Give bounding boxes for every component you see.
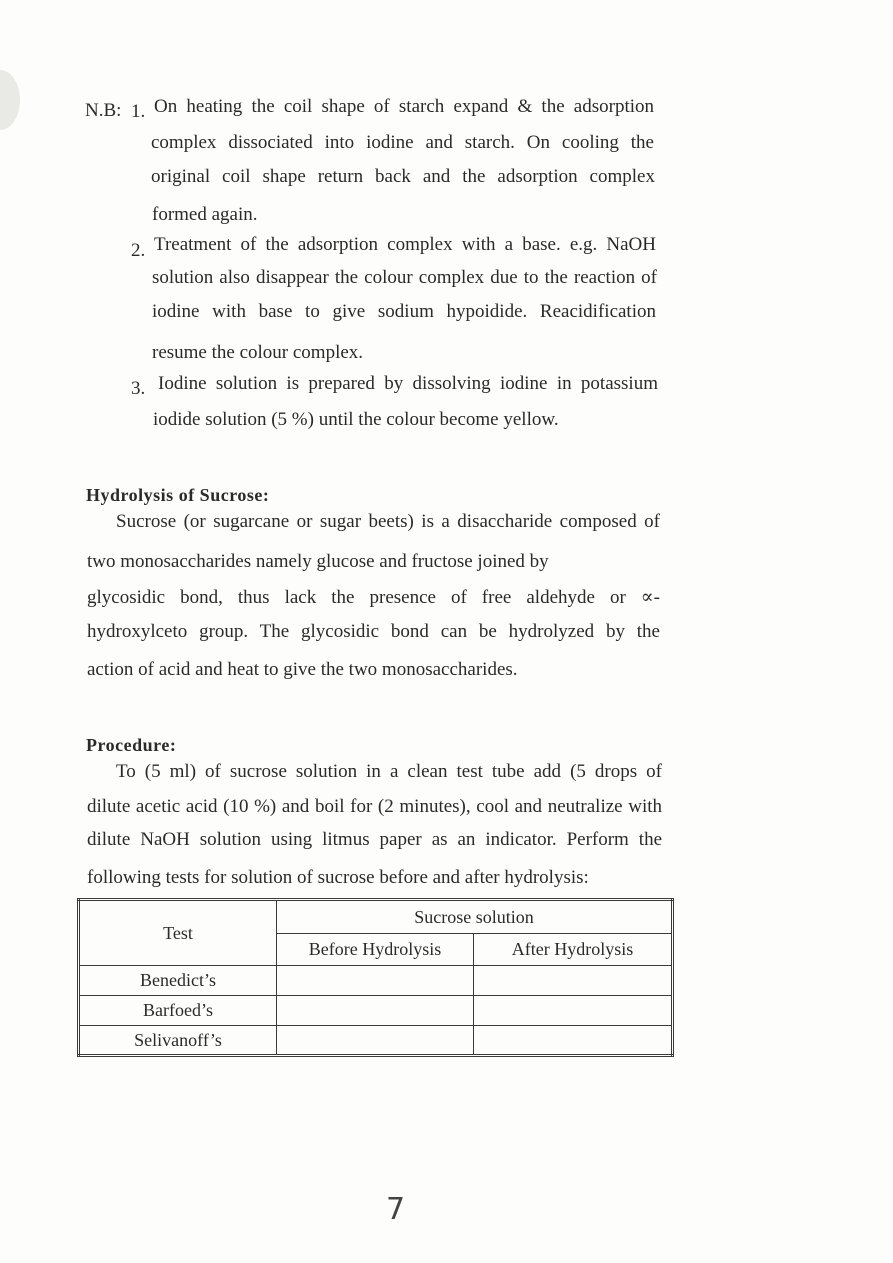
procedure-line-1: To (5 ml) of sucrose solution in a clean test tube add (5 drops of bbox=[116, 761, 662, 782]
before-header-cell: Before Hydrolysis bbox=[277, 934, 474, 966]
hydrolysis-line-4: hydroxylceto group. The glycosidic bond can be hydrolyzed by the bbox=[87, 621, 660, 642]
after-cell bbox=[474, 966, 673, 996]
after-header-cell: After Hydrolysis bbox=[474, 934, 673, 966]
table-header-row-1 bbox=[79, 900, 673, 934]
hydrolysis-line-2: two monosaccharides namely glucose and fructose joined by bbox=[87, 551, 549, 572]
hydrolysis-line-3: glycosidic bond, thus lack the presence of free aldehyde or ∝- bbox=[87, 587, 660, 608]
test-cell: Selivanoff’s bbox=[79, 1026, 277, 1056]
nb-item-1-line-4: formed again. bbox=[152, 204, 258, 225]
test-cell: Benedict’s bbox=[79, 966, 277, 996]
nb-item-2-line-4: resume the colour complex. bbox=[152, 342, 364, 363]
page-number: 7 bbox=[386, 1192, 406, 1227]
nb-item-1-line-1: On heating the coil shape of starch expand & the adsorption bbox=[154, 96, 654, 117]
test-cell: Barfoed’s bbox=[79, 996, 277, 1026]
procedure-line-4: following tests for solution of sucrose before and after hydrolysis: bbox=[87, 867, 589, 888]
scan-smudge bbox=[0, 70, 20, 130]
table-row bbox=[79, 996, 673, 1026]
hydrolysis-line-1: Sucrose (or sugarcane or sugar beets) is a disaccharide composed of bbox=[116, 511, 660, 532]
nb-item-2-line-2: solution also disappear the colour complex due to the reaction of bbox=[152, 267, 657, 288]
nb-item-3-line-2: iodide solution (5 %) until the colour become yellow. bbox=[153, 409, 559, 430]
nb-item-1-line-2: complex dissociated into iodine and starch. On cooling the bbox=[151, 132, 654, 153]
nb-item-2-line-3: iodine with base to give sodium hypoidide. Reacidification bbox=[152, 301, 656, 322]
after-cell bbox=[474, 1026, 673, 1056]
hydrolysis-heading: Hydrolysis of Sucrose: bbox=[86, 485, 270, 505]
test-header-cell: Test bbox=[79, 900, 277, 966]
table-row bbox=[79, 966, 673, 996]
before-cell bbox=[277, 1026, 474, 1056]
after-cell bbox=[474, 996, 673, 1026]
results-table bbox=[77, 898, 674, 1057]
nb-label: N.B: bbox=[85, 100, 122, 121]
nb-item-3-number: 3. bbox=[131, 378, 146, 399]
nb-item-1-number: 1. bbox=[131, 101, 146, 122]
nb-item-1-line-3: original coil shape return back and the adsorption complex bbox=[151, 166, 655, 187]
nb-item-2-line-1: Treatment of the adsorption complex with a base. e.g. NaOH bbox=[154, 234, 656, 255]
group-header-cell: Sucrose solution bbox=[277, 900, 673, 934]
nb-item-2-number: 2. bbox=[131, 240, 146, 261]
procedure-line-3: dilute NaOH solution using litmus paper as an indicator. Perform the bbox=[87, 829, 662, 850]
hydrolysis-line-5: action of acid and heat to give the two monosaccharides. bbox=[87, 659, 518, 680]
procedure-line-2: dilute acetic acid (10 %) and boil for (2 minutes), cool and neutralize with bbox=[87, 796, 662, 817]
before-cell bbox=[277, 996, 474, 1026]
procedure-heading: Procedure: bbox=[86, 735, 177, 755]
nb-item-3-line-1: Iodine solution is prepared by dissolving iodine in potassium bbox=[158, 373, 658, 394]
table-row bbox=[79, 1026, 673, 1056]
before-cell bbox=[277, 966, 474, 996]
